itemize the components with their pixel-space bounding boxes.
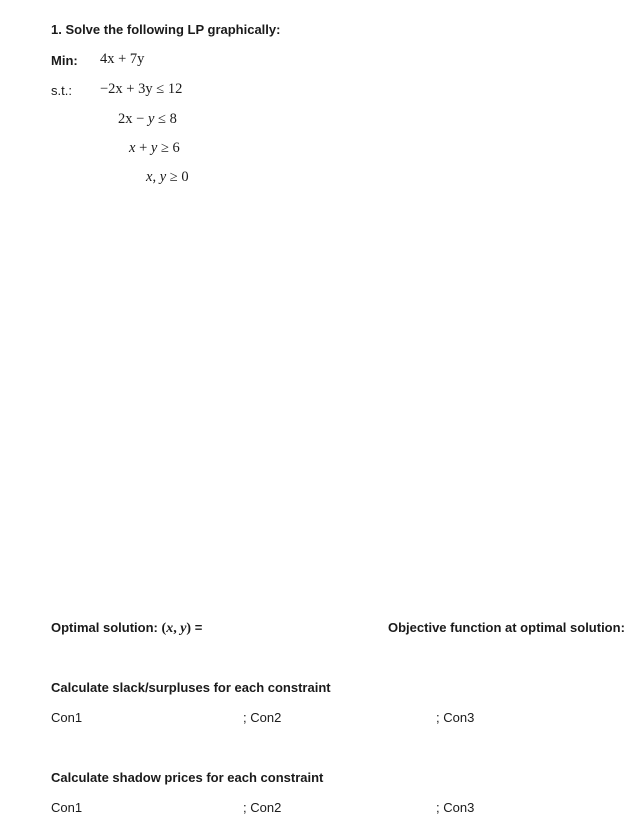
constraint-1: −2x + 3y ≤ 12 (100, 81, 183, 97)
slack-con3-label: ; Con3 (436, 710, 475, 725)
optimal-solution-equals: = (194, 620, 203, 635)
constraint-3: x + y ≥ 6 (129, 140, 180, 156)
objective-at-optimal-label: Objective function at optimal solution: (388, 620, 625, 635)
slack-con1-label: Con1 (51, 710, 83, 725)
shadow-con1-label: Con1 (51, 800, 83, 815)
optimal-solution-label (51, 620, 202, 637)
shadow-con3-label: ; Con3 (436, 800, 475, 815)
constraint-2: 2x − y ≤ 8 (118, 111, 177, 127)
optimal-solution-text: Optimal solution: (51, 620, 158, 635)
slack-heading: Calculate slack/surpluses for each constraint (51, 680, 331, 695)
st-label: s.t.: (51, 83, 72, 98)
slack-con2-label: ; Con2 (243, 710, 282, 725)
objective-expression: 4x + 7y (100, 51, 145, 67)
problem-title: 1. Solve the following LP graphically: (51, 22, 281, 37)
shadow-con2-label: ; Con2 (243, 800, 282, 815)
shadow-heading: Calculate shadow prices for each constraint (51, 770, 324, 785)
optimal-solution-vars: (x, y) (161, 621, 192, 636)
min-label: Min: (51, 53, 78, 68)
constraint-nonneg: x, y ≥ 0 (146, 169, 189, 185)
